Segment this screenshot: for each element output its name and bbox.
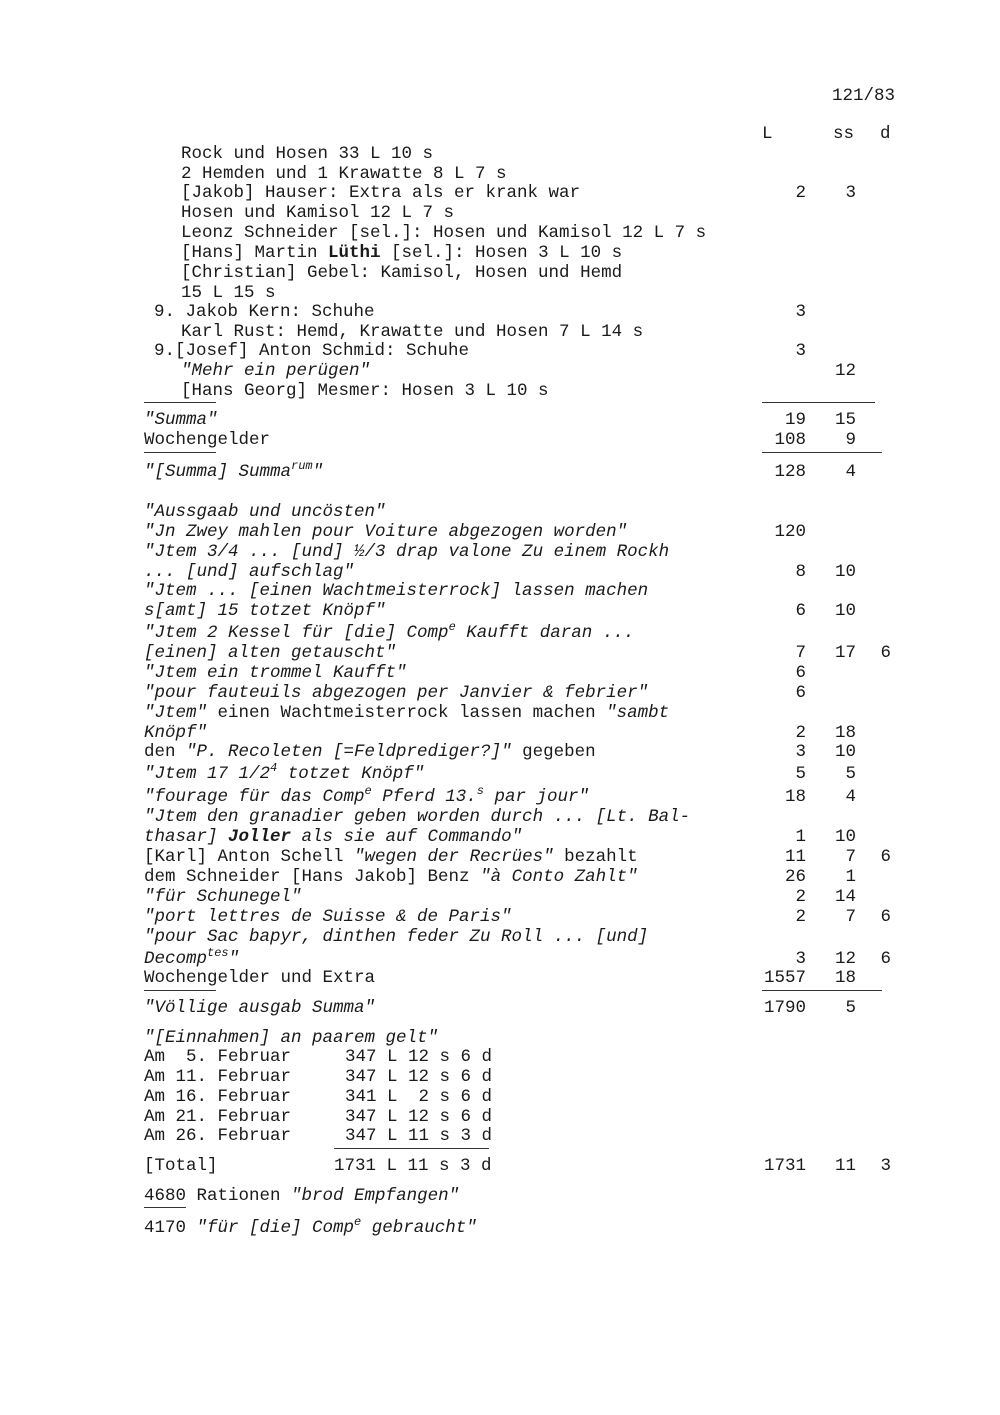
entry-text: par jour" bbox=[483, 787, 590, 807]
summarum-label bbox=[144, 459, 324, 482]
amount-ss: 17 bbox=[834, 643, 856, 663]
superscript: s bbox=[476, 784, 484, 798]
amount-l: 6 bbox=[795, 663, 806, 683]
gebraucht-line bbox=[144, 1215, 477, 1238]
amount-d: 6 bbox=[880, 907, 891, 927]
amount-ss: 5 bbox=[845, 764, 856, 784]
gebraucht-quote: "für [die] Comp bbox=[196, 1218, 355, 1238]
summarum-text: "[Summa] Summa bbox=[144, 462, 292, 482]
entry-line: "für Schunegel" bbox=[144, 887, 302, 907]
entry-line: "Jn Zwey mahlen pour Voiture abgezogen worden" bbox=[144, 522, 628, 542]
income-date: Am 11. Februar bbox=[144, 1067, 292, 1087]
divider bbox=[762, 990, 882, 991]
section-heading: "Aussgaab und uncösten" bbox=[144, 502, 386, 522]
divider bbox=[762, 402, 875, 403]
entry-text: "Jtem 17 1/2 bbox=[144, 764, 271, 784]
entry-text: dem Schneider [Hans Jakob] Benz bbox=[144, 867, 481, 887]
divider bbox=[144, 990, 216, 991]
income-amount: 347 L 12 s 6 d bbox=[345, 1067, 493, 1087]
entry-line bbox=[144, 847, 638, 867]
amount-l: 5 bbox=[795, 764, 806, 784]
gebraucht-quote: gebraucht" bbox=[361, 1218, 477, 1238]
total-amount: 1731 L 11 s 3 d bbox=[334, 1156, 492, 1176]
superscript: e bbox=[364, 784, 372, 798]
amount-l: 3 bbox=[795, 341, 806, 361]
entry-line bbox=[144, 620, 635, 643]
amount-l: 8 bbox=[795, 562, 806, 582]
income-date: Am 5. Februar bbox=[144, 1047, 292, 1067]
entry-line: [Jakob] Hauser: Extra als er krank war bbox=[181, 183, 581, 203]
entry-line: 9.[Josef] Anton Schmid: Schuhe bbox=[154, 341, 470, 361]
entry-text: den bbox=[144, 742, 187, 762]
entry-text: als sie auf Commando" bbox=[291, 827, 523, 847]
income-amount: 347 L 12 s 6 d bbox=[345, 1107, 493, 1127]
divider bbox=[144, 1207, 186, 1208]
amount-l: 1 bbox=[795, 827, 806, 847]
entry-quote: "P. Recoleten [=Feldprediger?]" bbox=[186, 742, 512, 762]
rationen-line bbox=[144, 1186, 459, 1206]
entry-line: ... [und] aufschlag" bbox=[144, 562, 355, 582]
amount-l: 3 bbox=[795, 949, 806, 969]
entry-line bbox=[144, 703, 669, 723]
rationen-number: 4680 bbox=[144, 1186, 187, 1206]
amount-l: 3 bbox=[795, 742, 806, 762]
summa-label: "Summa" bbox=[144, 410, 218, 430]
entry-text: [Hans] Martin bbox=[181, 243, 329, 263]
income-amount: 341 L 2 s 6 d bbox=[345, 1087, 493, 1107]
amount-ss: 7 bbox=[845, 847, 856, 867]
divider bbox=[144, 402, 216, 403]
amount-ss: 15 bbox=[834, 410, 856, 430]
column-header-deniers: d bbox=[880, 124, 891, 144]
total-label: [Total] bbox=[144, 1156, 218, 1176]
amount-ss: 10 bbox=[834, 601, 856, 621]
amount-l: 2 bbox=[795, 907, 806, 927]
wochengelder-label: Wochengelder bbox=[144, 430, 271, 450]
amount-l: 2 bbox=[795, 723, 806, 743]
column-header-livres: L bbox=[762, 124, 773, 144]
amount-ss: 4 bbox=[845, 462, 856, 482]
superscript: 4 bbox=[270, 761, 278, 775]
wochengelder-extra-label: Wochengelder und Extra bbox=[144, 968, 376, 988]
entry-text: "fourage für das Comp bbox=[144, 787, 365, 807]
entry-name-bold: Lüthi bbox=[328, 243, 381, 263]
amount-l: 108 bbox=[774, 430, 806, 450]
entry-text: Decomp bbox=[144, 949, 208, 969]
amount-d: 6 bbox=[880, 949, 891, 969]
amount-ss: 10 bbox=[834, 742, 856, 762]
amount-ss: 9 bbox=[845, 430, 856, 450]
amount-d: 6 bbox=[880, 643, 891, 663]
entry-line: [Christian] Gebel: Kamisol, Hosen und Hemd bbox=[181, 263, 623, 283]
amount-ss: 10 bbox=[834, 562, 856, 582]
amount-l: 6 bbox=[795, 683, 806, 703]
divider bbox=[334, 1148, 489, 1149]
rationen-text: Rationen bbox=[186, 1186, 292, 1206]
amount-ss: 4 bbox=[845, 787, 856, 807]
amount-ss: 14 bbox=[834, 887, 856, 907]
amount-l: 19 bbox=[784, 410, 806, 430]
income-date: Am 16. Februar bbox=[144, 1087, 292, 1107]
entry-line bbox=[144, 742, 596, 762]
amount-l: 1731 bbox=[763, 1156, 806, 1176]
amount-l: 18 bbox=[784, 787, 806, 807]
entry-line: 2 Hemden und 1 Krawatte 8 L 7 s bbox=[181, 164, 507, 184]
entry-text: gegeben bbox=[511, 742, 596, 762]
entry-line: 9. Jakob Kern: Schuhe bbox=[154, 302, 375, 322]
amount-d: 6 bbox=[880, 847, 891, 867]
amount-ss: 3 bbox=[845, 183, 856, 203]
amount-ss: 7 bbox=[845, 907, 856, 927]
income-date: Am 21. Februar bbox=[144, 1107, 292, 1127]
entry-name-bold: Joller bbox=[228, 827, 292, 847]
amount-ss: 12 bbox=[834, 361, 856, 381]
entry-line: [Hans Georg] Mesmer: Hosen 3 L 10 s bbox=[181, 381, 549, 401]
entry-line: "pour Sac bapyr, dinthen feder Zu Roll ... [und] bbox=[144, 927, 649, 947]
voellige-summa-label: "Völlige ausgab Summa" bbox=[144, 998, 376, 1018]
entry-line bbox=[144, 946, 240, 969]
entry-line: s[amt] 15 totzet Knöpf" bbox=[144, 601, 386, 621]
entry-line: "Jtem ... [einen Wachtmeisterrock] lassen machen bbox=[144, 581, 649, 601]
entry-line: Hosen und Kamisol 12 L 7 s bbox=[181, 203, 455, 223]
entry-line: "Jtem 3/4 ... [und] ½/3 drap valone Zu einem Rockh bbox=[144, 542, 670, 562]
entry-line: [einen] alten getauscht" bbox=[144, 643, 397, 663]
amount-ss: 12 bbox=[834, 949, 856, 969]
amount-l: 1557 bbox=[763, 968, 806, 988]
superscript: e bbox=[354, 1215, 362, 1229]
entry-line: 15 L 15 s bbox=[181, 283, 276, 303]
entry-text: Kaufft daran ... bbox=[455, 623, 635, 643]
entry-line: "Jtem ein trommel Kaufft" bbox=[144, 663, 407, 683]
entry-line: Leonz Schneider [sel.]: Hosen und Kamisol 12 L 7 s bbox=[181, 223, 707, 243]
entry-line bbox=[144, 784, 590, 807]
amount-ss: 18 bbox=[834, 968, 856, 988]
entry-line bbox=[144, 867, 638, 887]
superscript: tes bbox=[207, 946, 229, 960]
entry-quote: "wegen der Recrües" bbox=[354, 847, 554, 867]
entry-text: einen Wachtmeisterrock lassen machen bbox=[207, 703, 607, 723]
amount-l: 1790 bbox=[763, 998, 806, 1018]
summarum-sup: rum bbox=[291, 459, 313, 473]
amount-l: 3 bbox=[795, 302, 806, 322]
entry-text: [Karl] Anton Schell bbox=[144, 847, 355, 867]
amount-ss: 10 bbox=[834, 827, 856, 847]
superscript: e bbox=[448, 620, 456, 634]
entry-text: bezahlt bbox=[553, 847, 638, 867]
amount-ss: 18 bbox=[834, 723, 856, 743]
amount-d: 3 bbox=[880, 1156, 891, 1176]
divider bbox=[762, 452, 882, 453]
amount-ss: 5 bbox=[845, 998, 856, 1018]
entry-quote: "à Conto Zahlt" bbox=[480, 867, 638, 887]
amount-ss: 1 bbox=[845, 867, 856, 887]
rationen-quote: "brod Empfangen" bbox=[291, 1186, 460, 1206]
income-amount: 347 L 11 s 3 d bbox=[345, 1126, 493, 1146]
divider bbox=[144, 452, 216, 453]
income-amount: 347 L 12 s 6 d bbox=[345, 1047, 493, 1067]
amount-l: 2 bbox=[795, 887, 806, 907]
entry-text: [sel.]: Hosen 3 L 10 s bbox=[380, 243, 623, 263]
entry-line: "port lettres de Suisse & de Paris" bbox=[144, 907, 512, 927]
entry-line: "Jtem den granadier geben worden durch ... [Lt. Bal- bbox=[144, 807, 691, 827]
amount-l: 128 bbox=[774, 462, 806, 482]
amount-l: 2 bbox=[795, 183, 806, 203]
amount-l: 11 bbox=[784, 847, 806, 867]
amount-l: 120 bbox=[774, 522, 806, 542]
page-number: 121/83 bbox=[832, 86, 896, 106]
amount-ss: 11 bbox=[834, 1156, 856, 1176]
entry-line: "pour fauteuils abgezogen per Janvier & febrier" bbox=[144, 683, 649, 703]
entry-text: totzet Knöpf" bbox=[277, 764, 425, 784]
entry-line: "Mehr ein perügen" bbox=[181, 361, 371, 381]
column-header-sols: ss bbox=[833, 124, 855, 144]
entry-line: Knöpf" bbox=[144, 723, 208, 743]
entry-quote: "sambt bbox=[606, 703, 670, 723]
entry-line: Karl Rust: Hemd, Krawatte und Hosen 7 L 14 s bbox=[181, 322, 644, 342]
entry-line: Rock und Hosen 33 L 10 s bbox=[181, 144, 434, 164]
entry-line bbox=[144, 827, 522, 847]
amount-l: 6 bbox=[795, 601, 806, 621]
income-date: Am 26. Februar bbox=[144, 1126, 292, 1146]
amount-l: 26 bbox=[784, 867, 806, 887]
entry-text: Pferd 13. bbox=[371, 787, 477, 807]
entry-line bbox=[144, 761, 425, 784]
entry-quote: "Jtem" bbox=[144, 703, 208, 723]
entry-line bbox=[181, 243, 622, 263]
entry-text: thasar] bbox=[144, 827, 229, 847]
amount-l: 7 bbox=[795, 643, 806, 663]
gebraucht-number: 4170 bbox=[144, 1218, 197, 1238]
entry-text: "Jtem 2 Kessel für [die] Comp bbox=[144, 623, 449, 643]
entry-text: " bbox=[228, 949, 240, 969]
section-heading: "[Einnahmen] an paarem gelt" bbox=[144, 1028, 439, 1048]
summarum-close: " bbox=[312, 462, 324, 482]
